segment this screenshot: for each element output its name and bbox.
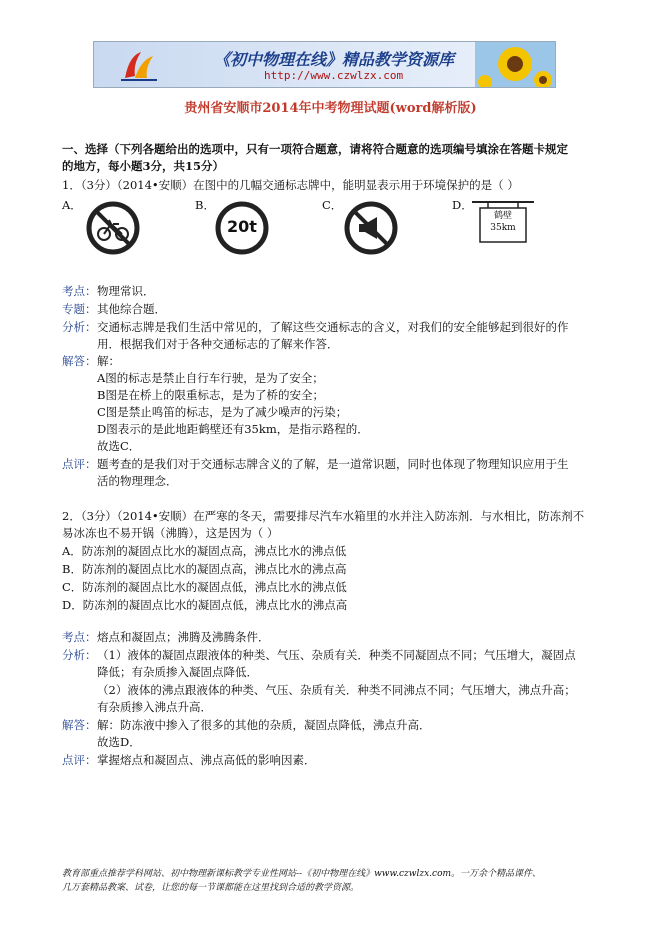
q1-option-b: B． bbox=[195, 198, 215, 212]
q1-jieda-label: 解答： bbox=[62, 354, 97, 368]
q1-kaodian: 物理常识． bbox=[97, 284, 155, 298]
q1-dianping-label: 点评： bbox=[62, 457, 97, 471]
document-title: 贵州省安顺市2014年中考物理试题(word解析版) bbox=[184, 101, 477, 116]
q2-dianping-label: 点评： bbox=[62, 753, 97, 767]
q1-dianping-2: 活的物理理念． bbox=[97, 474, 178, 488]
q2-option-d: D．防冻剂的凝固点比水的凝固点低，沸点比水的沸点高 bbox=[62, 598, 348, 612]
banner-title: 《初中物理在线》精品教学资源库 bbox=[214, 50, 455, 69]
weight-limit-text: 20t bbox=[227, 217, 257, 236]
q1-option-c: C． bbox=[322, 198, 343, 212]
distance-sign-km: 35km bbox=[490, 223, 516, 233]
q1-fenxi-2: 用．根据我们对于各种交通标志的了解来作答． bbox=[97, 337, 339, 351]
q2-fenxi-1: （1）液体的凝固点跟液体的种类、气压、杂质有关．种类不同凝固点不同；气压增大，凝固点 bbox=[97, 648, 576, 662]
q1-stem: 1．（3分）（2014•安顺）在图中的几幅交通标志牌中，能明显表示用于环境保护的是（ ） bbox=[62, 178, 519, 192]
q2-jieda-2: 故选D． bbox=[97, 735, 141, 749]
header-banner bbox=[93, 41, 556, 88]
q2-fenxi-3: （2）液体的沸点跟液体的种类、气压、杂质有关．种类不同沸点不同；气压增大，沸点升高； bbox=[97, 683, 576, 697]
q2-fenxi-label: 分析： bbox=[62, 648, 97, 662]
q1-zhuanti-label: 专题： bbox=[62, 302, 97, 316]
section-heading-line1: 一、选择（下列各题给出的选项中，只有一项符合题意，请将符合题意的选项编号填涂在答题卡规定 bbox=[62, 142, 568, 156]
q1-option-a: A． bbox=[62, 198, 82, 212]
q2-dianping: 掌握熔点和凝固点、沸点高低的影响因素． bbox=[97, 753, 316, 767]
q1-jieda-3: C图是禁止鸣笛的标志，是为了减少噪声的污染； bbox=[97, 405, 348, 419]
q1-option-d: D． bbox=[452, 198, 473, 212]
site-logo bbox=[119, 46, 159, 83]
banner-url: http://www.czwlzx.com bbox=[264, 69, 404, 82]
q2-fenxi-2: 降低；有杂质掺入凝固点降低． bbox=[97, 665, 258, 679]
q2-option-a: A．防冻剂的凝固点比水的凝固点高，沸点比水的沸点低 bbox=[62, 544, 347, 558]
q1-jieda-5: 故选C． bbox=[97, 439, 141, 453]
footer-line-2: 几万套精品教案、试卷，让您的每一节课都能在这里找到合适的教学资源。 bbox=[62, 883, 360, 893]
footer bbox=[62, 867, 541, 895]
q1-jieda-2: B图是在桥上的限重标志，是为了桥的安全； bbox=[97, 388, 324, 402]
q2-jieda-label: 解答： bbox=[62, 718, 97, 732]
q2-kaodian-label: 考点： bbox=[62, 630, 97, 644]
q2-jieda-1: 解：防冻液中掺入了很多的其他的杂质，凝固点降低，沸点升高． bbox=[97, 718, 431, 732]
q2-kaodian: 熔点和凝固点；沸腾及沸腾条件． bbox=[97, 630, 270, 644]
q2-fenxi-4: 有杂质掺入沸点升高． bbox=[97, 700, 212, 714]
no-horn-sign-icon bbox=[343, 200, 399, 256]
q2-option-b: B．防冻剂的凝固点比水的凝固点高，沸点比水的沸点高 bbox=[62, 562, 347, 576]
q1-jieda-0: 解： bbox=[97, 354, 120, 368]
q2-stem-1: 2．（3分）（2014•安顺）在严寒的冬天，需要排尽汽车水箱里的水并注入防冻剂．与水相比，防冻剂不 bbox=[62, 509, 585, 523]
sunflower-image bbox=[475, 42, 555, 87]
q1-kaodian-label: 考点： bbox=[62, 284, 97, 298]
q1-fenxi-1: 交通标志牌是我们生活中常见的，了解这些交通标志的含义，对我们的安全能够起到很好的作 bbox=[97, 320, 569, 334]
q1-jieda-1: A图的标志是禁止自行车行驶，是为了安全； bbox=[97, 371, 324, 385]
q1-jieda-4: D图表示的是此地距鹤壁还有35km，是指示路程的． bbox=[97, 422, 369, 436]
distance-sign-place: 鹤壁 bbox=[493, 211, 512, 221]
footer-line-1: 教育部重点推荐学科网站、初中物理新课标教学专业性网站--《初中物理在线》www.czwlzx.com。一万余个精品课件、 bbox=[62, 869, 542, 879]
q1-zhuanti: 其他综合题． bbox=[97, 302, 166, 316]
no-bicycle-sign-icon bbox=[85, 200, 141, 256]
q1-fenxi-label: 分析： bbox=[62, 320, 97, 334]
q2-option-c: C．防冻剂的凝固点比水的凝固点低，沸点比水的沸点低 bbox=[62, 580, 347, 594]
section-heading-line2: 的地方，每小题3分，共15分） bbox=[62, 159, 225, 173]
q2-stem-2: 易冰冻也不易开锅（沸腾），这是因为（ ） bbox=[62, 526, 279, 540]
distance-sign-text bbox=[480, 210, 526, 234]
q1-dianping-1: 题考查的是我们对于交通标志牌含义的了解，是一道常识题，同时也体现了物理知识应用于生 bbox=[97, 457, 569, 471]
